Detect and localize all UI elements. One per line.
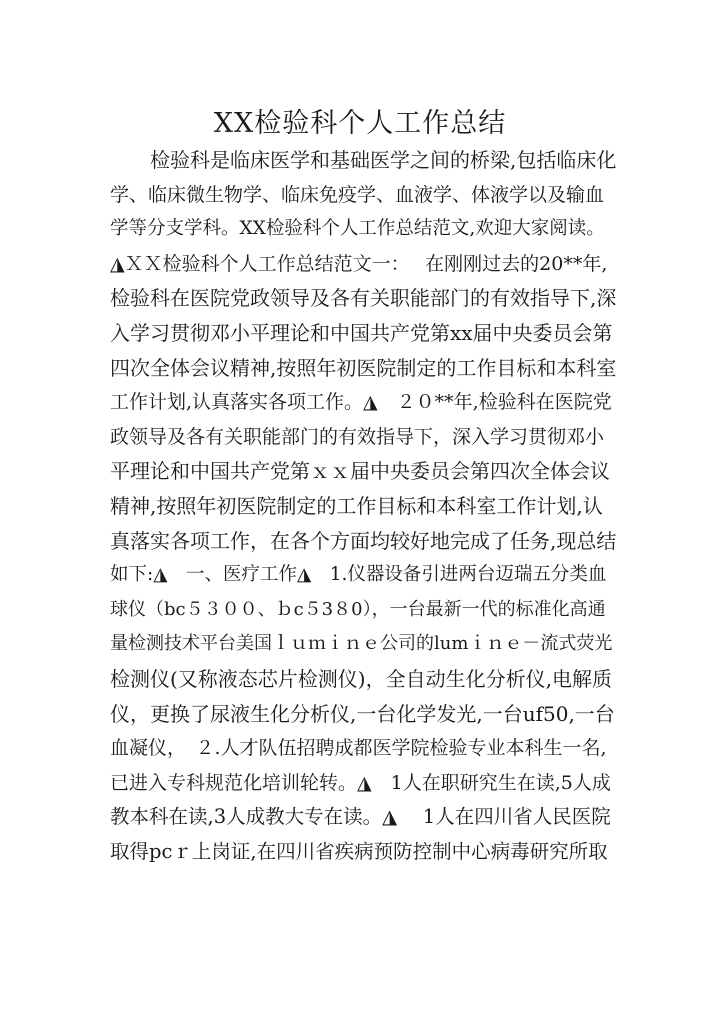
text-line: 平理论和中国共产党第ｘｘ届中央委员会第四次全体会议 [110, 459, 610, 484]
text-line: 工作计划,认真落实各项工作。◮ ２０**年,检验科在医院党 [110, 391, 612, 414]
body-paragraph [110, 143, 616, 869]
text-line: 血凝仪， ２.人才队伍招聘成都医学院检验专业本科生一名, [110, 737, 607, 760]
text-line: 仪，更换了尿液生化分析仪,一台化学发光,一台uf50,一台 [110, 701, 615, 726]
text-line: 真落实各项工作，在各个方面均较好地完成了任务,现总结 [110, 528, 617, 553]
text-line: 取得pcｒ上岗证,在四川省疾病预防控制中心病毒研究所取 [110, 839, 608, 863]
text-line: ◮ＸＸ检验科个人工作总结范文一： 在刚刚过去的20**年, [110, 252, 608, 275]
text-line: 检测仪(又称液态芯片检测仪)，全自动生化分析仪,电解质 [110, 666, 612, 691]
text-line: 已进入专科规范化培训轮转。◮ 1人在职研究生在读,5人成 [110, 771, 611, 794]
text-line: 学、临床微生物学、临床免疫学、血液学、体液学以及输血 [110, 183, 605, 206]
text-line: 入学习贯彻邓小平理论和中国共产党第xx届中央委员会第 [110, 320, 613, 345]
text-line: 教本科在读,3人成教大专在读。◮ 1人在四川省人民医院 [110, 805, 611, 829]
text-line: 检验科在医院党政领导及各有关职能部门的有效指导下,深 [110, 286, 617, 311]
document-title: XX检验科个人工作总结 [213, 108, 507, 140]
text-line: 精神,按照年初医院制定的工作目标和本科室工作计划,认 [110, 493, 603, 518]
text-line: 学等分支学科。XX检验科个人工作总结范文,欢迎大家阅读。 [110, 218, 605, 240]
text-line: 如下:◮ 一、医疗工作◮ 1.仪器设备引进两台迈瑞五分类血 [110, 564, 607, 586]
text-line: 四次全体会议精神,按照年初医院制定的工作目标和本科室 [110, 355, 617, 380]
text-line: 政领导及各有关职能部门的有效指导下，深入学习贯彻邓小 [110, 425, 605, 448]
text-line: 球仪（bc５３００、ｂc５3８0），一台最新一代的标准化高通 [110, 598, 606, 620]
text-line: 量检测技术平台美国ｌｕｍｉｎｅ公司的lumｉｎｅ－流式荧光 [110, 633, 613, 655]
text-line: 检验科是临床医学和基础医学之间的桥梁,包括临床化 [110, 148, 617, 172]
